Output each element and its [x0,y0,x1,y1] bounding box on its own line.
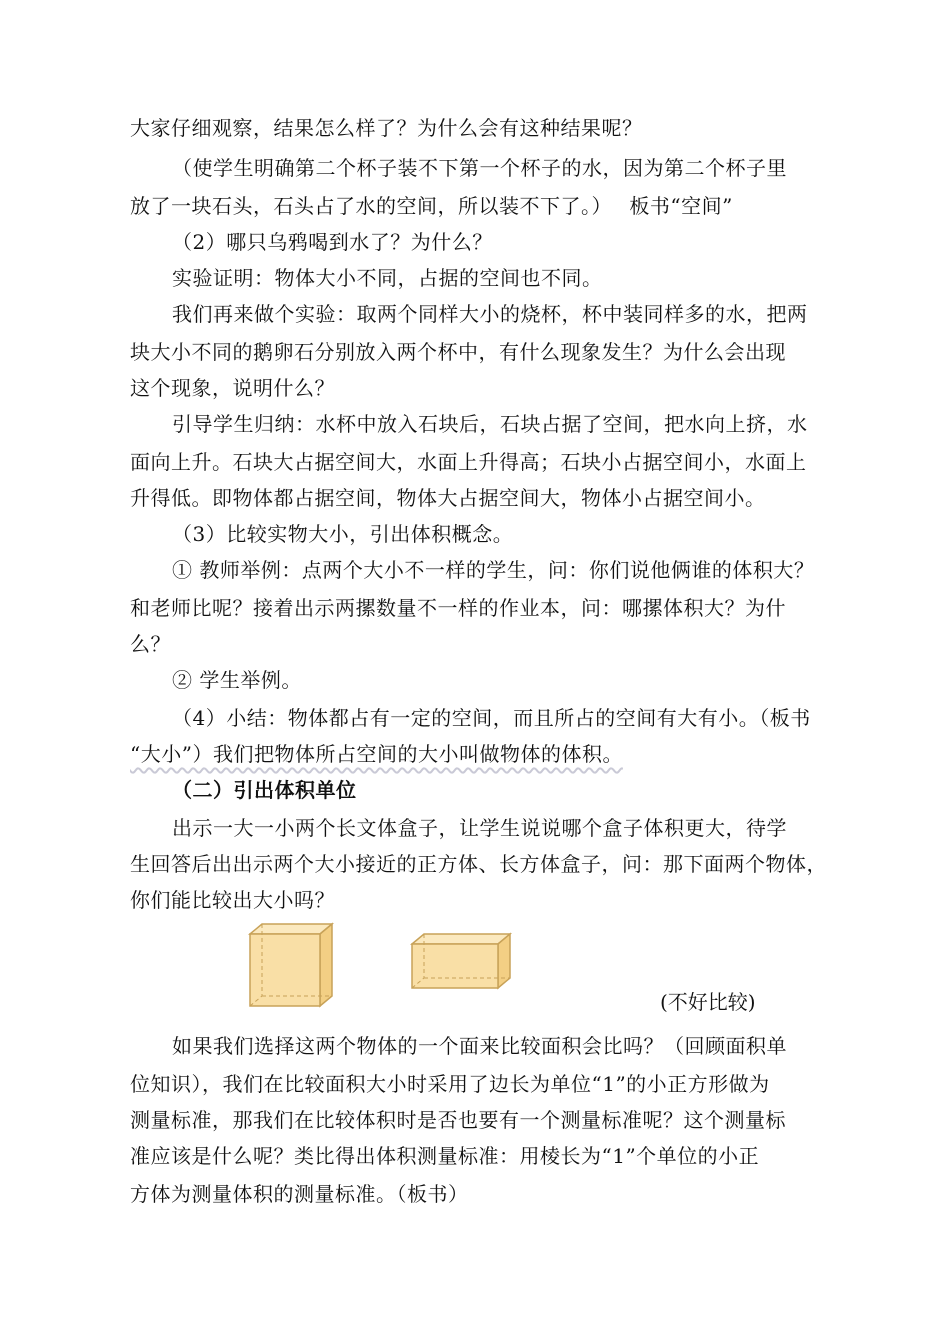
text-line: 这个现象，说明什么？ [130,376,335,400]
text-line: 大家仔细观察，结果怎么样了？为什么会有这种结果呢？ [130,116,643,140]
text-line: 方体为测量体积的测量标准。（板书） [130,1182,469,1206]
text-line: 生回答后出出示两个大小接近的正方体、长方体盒子，问：那下面两个物体， [130,852,827,876]
text-line: 测量标准，那我们在比较体积时是否也要有一个测量标准呢？这个测量标 [130,1108,786,1132]
section-heading: （二）引出体积单位 [172,778,357,802]
text-line: （4）小结：物体都占有一定的空间，而且所占的空间有大有小。（板书 [172,706,811,730]
text-line: 我们再来做个实验：取两个同样大小的烧杯，杯中装同样多的水，把两 [172,302,808,326]
text-line: （2）哪只乌鸦喝到水了？为什么？ [172,230,493,254]
figure-caption: (不好比较) [660,990,756,1014]
text-line: ② 学生举例。 [172,668,302,692]
text-line: 么？ [130,632,171,656]
text-line: （3）比较实物大小，引出体积概念。 [172,522,514,546]
text-line: 块大小不同的鹅卵石分别放入两个杯中，有什么现象发生？为什么会出现 [130,340,786,364]
text-line: 升得低。即物体都占据空间，物体大占据空间大，物体小占据空间小。 [130,486,766,510]
text-line: 实验证明：物体大小不同，占据的空间也不同。 [172,266,603,290]
text-line: 放了一块石头，石头占了水的空间，所以装不下了。） 板书“空间” [130,194,733,218]
text-line: 面向上升。石块大占据空间大，水面上升得高；石块小占据空间小，水面上 [130,450,807,474]
cube-image [248,920,336,1010]
text-line: ① 教师举例：点两个大小不一样的学生，问：你们说他俩谁的体积大？ [172,558,815,582]
text-line: 位知识），我们在比较面积大小时采用了边长为单位“1”的小正方形做为 [130,1072,770,1096]
text-line: （使学生明确第二个杯子装不下第一个杯子的水，因为第二个杯子里 [172,156,787,180]
text-line: 你们能比较出大小吗？ [130,888,335,912]
text-line: “大小”）我们把物体所占空间的大小叫做物体的体积。 [130,742,623,766]
text-line: 和老师比呢？接着出示两摞数量不一样的作业本，问：哪摞体积大？为什 [130,596,786,620]
text-line: 出示一大一小两个长文体盒子，让学生说说哪个盒子体积更大，待学 [172,816,787,840]
text-line: 如果我们选择这两个物体的一个面来比较面积会比吗？（回顾面积单 [172,1034,787,1058]
text-line: 引导学生归纳：水杯中放入石块后，石块占据了空间，把水向上挤，水 [172,412,808,436]
cuboid-image [410,932,514,992]
text-line: 准应该是什么呢？类比得出体积测量标准：用棱长为“1”个单位的小正 [130,1144,760,1168]
